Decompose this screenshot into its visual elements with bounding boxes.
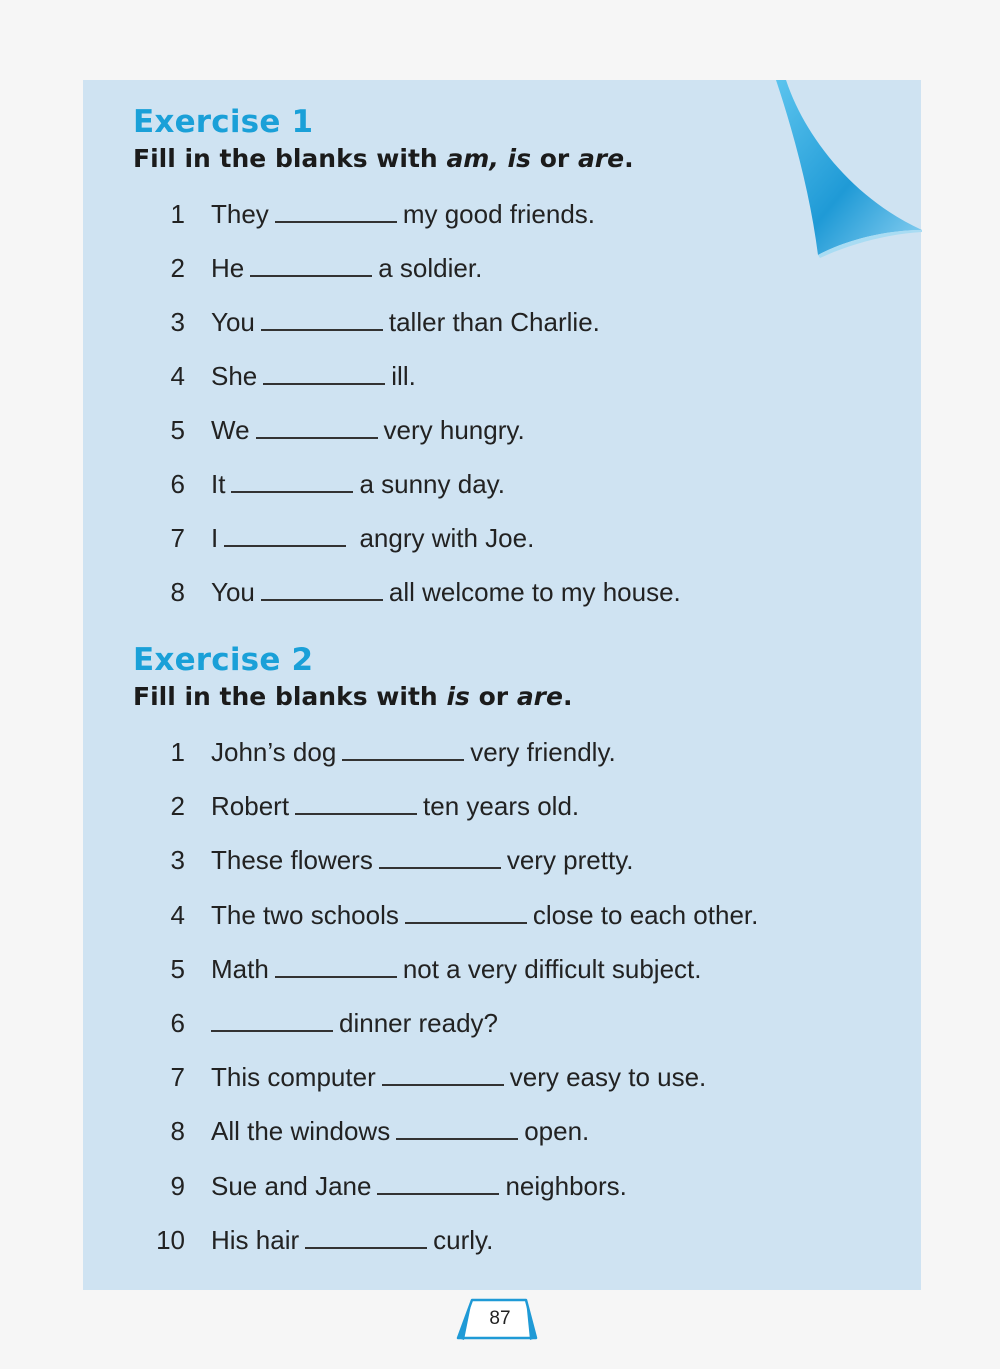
answer-blank[interactable] xyxy=(261,577,383,601)
answer-blank[interactable] xyxy=(211,1008,333,1032)
item-sentence xyxy=(211,1116,589,1147)
item-number: 10 xyxy=(156,1224,185,1255)
answer-blank[interactable] xyxy=(295,791,417,815)
instruction-word: are xyxy=(577,144,625,173)
instruction-text: Fill in the blanks with xyxy=(133,682,447,711)
item-sentence xyxy=(211,1171,627,1202)
answer-blank[interactable] xyxy=(379,845,501,869)
sentence-start: Sue and Jane xyxy=(211,1170,372,1201)
exercise-item xyxy=(133,1116,893,1156)
instruction-word: are xyxy=(516,682,563,711)
item-number: 5 xyxy=(170,953,185,984)
item-sentence xyxy=(211,791,579,822)
sentence-start: These flowers xyxy=(211,845,373,876)
instruction-text: . xyxy=(562,682,573,711)
answer-blank[interactable] xyxy=(261,307,383,331)
exercise-item xyxy=(133,1225,893,1265)
exercise-item xyxy=(133,361,893,401)
exercise-2-title: Exercise 2 xyxy=(133,642,314,678)
item-sentence xyxy=(211,1008,498,1039)
answer-blank[interactable] xyxy=(377,1171,499,1195)
item-sentence xyxy=(211,1225,493,1256)
exercise-item xyxy=(133,199,893,239)
answer-blank[interactable] xyxy=(382,1062,504,1086)
item-number: 7 xyxy=(170,1062,185,1093)
exercise-item xyxy=(133,253,893,293)
sentence-end: very easy to use. xyxy=(509,1062,707,1093)
sentence-end: close to each other. xyxy=(532,899,759,930)
item-sentence xyxy=(211,845,634,876)
item-number: 6 xyxy=(170,1008,185,1038)
item-sentence xyxy=(211,253,482,284)
sentence-start: His hair xyxy=(211,1224,300,1255)
sentence-start: This computer xyxy=(211,1062,376,1093)
sentence-start: The two schools xyxy=(211,899,399,930)
instruction-text: . xyxy=(624,144,634,173)
exercise-item xyxy=(133,845,893,885)
item-sentence xyxy=(211,1062,706,1093)
sentence-start: We xyxy=(211,415,250,445)
sentence-start: It xyxy=(211,469,226,499)
answer-blank[interactable] xyxy=(275,199,397,223)
page-number: 87 xyxy=(489,1308,511,1329)
exercise-item xyxy=(133,737,893,777)
exercise-item xyxy=(133,469,893,509)
instruction-text: Fill in the blanks with xyxy=(133,144,447,173)
answer-blank[interactable] xyxy=(256,415,378,439)
instruction-word: am, is xyxy=(446,144,532,173)
item-number: 2 xyxy=(170,253,185,283)
item-number: 7 xyxy=(170,523,185,553)
sentence-end: my good friends. xyxy=(402,199,596,229)
item-number: 3 xyxy=(170,845,185,876)
answer-blank[interactable] xyxy=(263,361,385,385)
answer-blank[interactable] xyxy=(224,523,346,547)
sentence-start: He xyxy=(211,253,245,283)
sentence-end: dinner ready? xyxy=(339,1008,498,1038)
sentence-start: All the windows xyxy=(211,1116,391,1147)
item-sentence xyxy=(211,737,616,768)
sentence-end: open. xyxy=(524,1116,590,1147)
sentence-start: John’s dog xyxy=(211,737,337,767)
item-sentence xyxy=(211,199,595,230)
answer-blank[interactable] xyxy=(250,253,372,277)
instruction-text: or xyxy=(469,682,517,711)
item-sentence xyxy=(211,523,534,554)
exercise-item xyxy=(133,791,893,831)
answer-blank[interactable] xyxy=(342,737,464,761)
sentence-end: neighbors. xyxy=(505,1170,627,1201)
item-number: 4 xyxy=(170,361,185,391)
item-sentence xyxy=(211,900,758,931)
item-sentence xyxy=(211,469,505,500)
item-number: 3 xyxy=(170,307,185,337)
sentence-start: You xyxy=(211,307,255,337)
sentence-end: very hungry. xyxy=(383,415,525,445)
item-sentence xyxy=(211,415,525,446)
sentence-end: ill. xyxy=(391,361,416,391)
exercise-item xyxy=(133,1008,893,1048)
exercise-item xyxy=(133,415,893,455)
item-sentence xyxy=(211,307,600,338)
exercise-item xyxy=(133,307,893,347)
answer-blank[interactable] xyxy=(305,1225,427,1249)
item-number: 1 xyxy=(170,199,185,229)
answer-blank[interactable] xyxy=(396,1116,518,1140)
item-number: 5 xyxy=(170,415,185,445)
sentence-end: curly. xyxy=(433,1224,494,1255)
item-number: 9 xyxy=(170,1170,185,1201)
item-number: 8 xyxy=(170,1116,185,1147)
exercise-item xyxy=(133,954,893,994)
exercise-item xyxy=(133,577,893,617)
sentence-start: She xyxy=(211,361,258,391)
item-number: 1 xyxy=(170,737,185,767)
sentence-end: not a very difficult subject. xyxy=(402,953,702,984)
item-number: 4 xyxy=(170,899,185,930)
answer-blank[interactable] xyxy=(231,469,353,493)
exercise-item xyxy=(133,900,893,940)
exercise-1-title: Exercise 1 xyxy=(133,104,314,140)
item-number: 8 xyxy=(170,577,185,607)
sentence-end: angry with Joe. xyxy=(352,523,535,553)
sentence-end: a soldier. xyxy=(378,253,483,283)
answer-blank[interactable] xyxy=(275,954,397,978)
sentence-end: very friendly. xyxy=(470,737,616,767)
sentence-end: very pretty. xyxy=(506,845,634,876)
sentence-start: Math xyxy=(211,953,269,984)
sentence-end: taller than Charlie. xyxy=(388,307,600,337)
instruction-word: is xyxy=(446,682,470,711)
sentence-start: Robert xyxy=(211,791,290,822)
item-sentence xyxy=(211,954,701,985)
instruction-text: or xyxy=(531,144,578,173)
sentence-start: I xyxy=(211,523,219,553)
exercise-item xyxy=(133,1171,893,1211)
sentence-end: all welcome to my house. xyxy=(388,577,681,607)
sentence-start: You xyxy=(211,577,255,607)
exercise-item xyxy=(133,1062,893,1102)
sentence-end: a sunny day. xyxy=(359,469,505,499)
item-sentence xyxy=(211,361,416,392)
exercise-2-instruction xyxy=(133,682,572,711)
item-number: 2 xyxy=(170,791,185,822)
answer-blank[interactable] xyxy=(405,900,527,924)
exercise-item xyxy=(133,523,893,563)
item-number: 6 xyxy=(170,469,185,499)
item-sentence xyxy=(211,577,681,608)
sentence-end: ten years old. xyxy=(423,791,580,822)
sentence-start: They xyxy=(211,199,269,229)
exercise-1-instruction xyxy=(133,144,634,173)
